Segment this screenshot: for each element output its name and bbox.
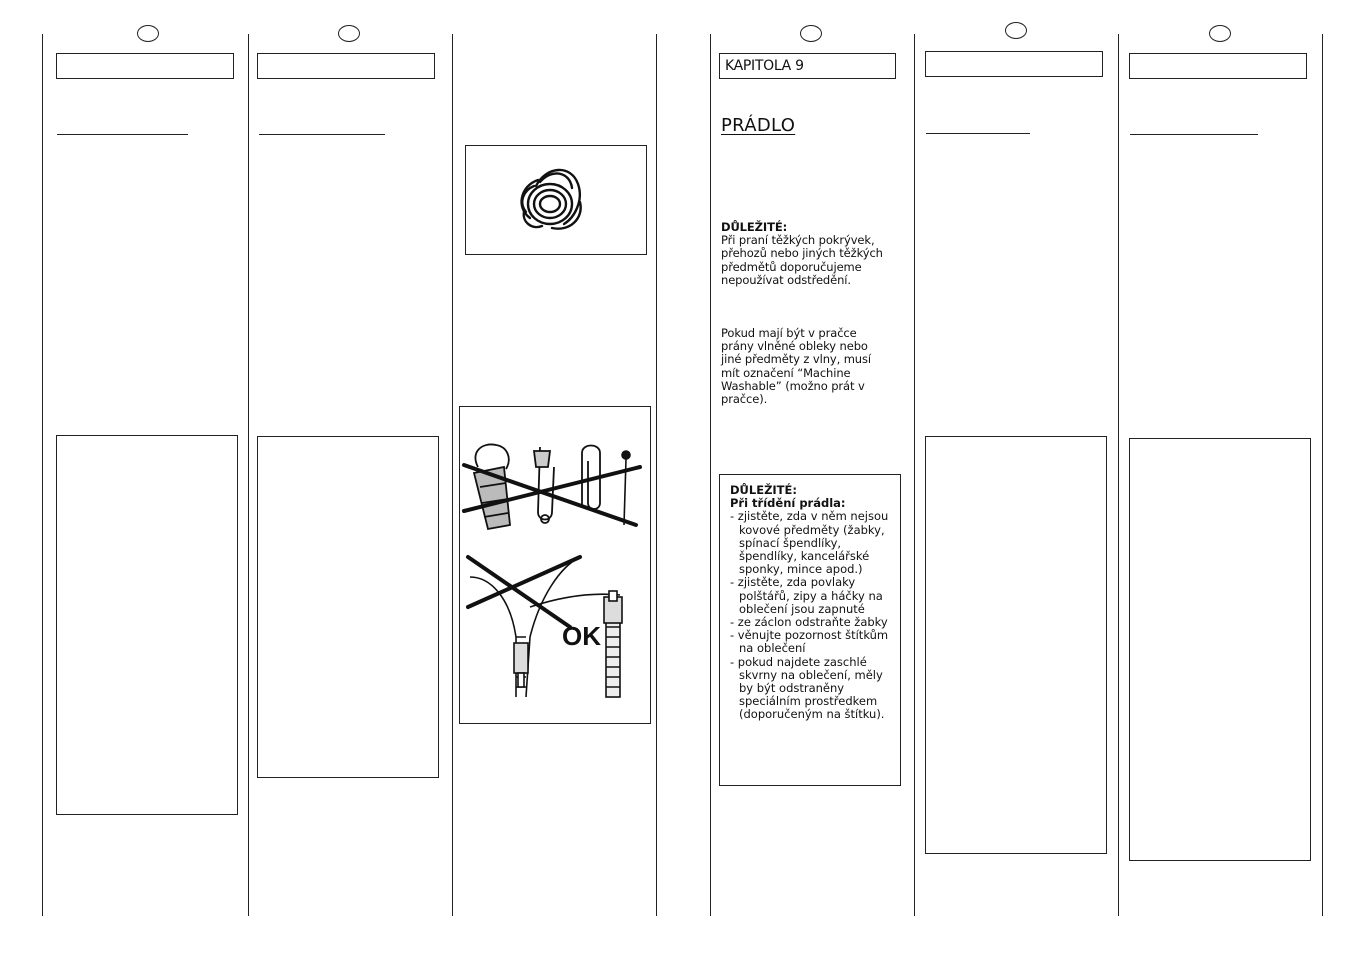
woolmark-icon: [466, 146, 646, 254]
list-item: - pokud najdete zaschlé skvrny na oblečení, měly by být odstraněny speciálním prostředkem (doporučeným na štítku).: [730, 654, 885, 722]
safety-pin-icon: [534, 447, 554, 523]
language-marker: [1209, 25, 1231, 42]
column-divider: [452, 34, 453, 916]
language-marker: [338, 25, 360, 42]
cross-out-mark: [468, 557, 580, 627]
important-heading: DŮLEŽITÉ:: [721, 220, 788, 234]
title-underline: [926, 133, 1030, 134]
list-item: - ze záclon odstraňte žabky: [730, 615, 888, 630]
chapter-header-box: [1129, 53, 1307, 79]
column-divider: [656, 34, 657, 916]
title-underline: [259, 134, 385, 135]
important-heading: DŮLEŽITÉ:: [730, 483, 797, 497]
ok-label: OK: [562, 621, 601, 651]
language-marker: [137, 25, 159, 42]
chapter-header-box: [56, 53, 234, 79]
note-box: [56, 435, 238, 815]
note-box: [925, 436, 1107, 854]
column-divider: [42, 34, 43, 916]
list-item: - zjistěte, zda povlaky polštářů, zipy a háčky na oblečení jsou zapnuté: [730, 575, 883, 616]
list-item: - zjistěte, zda v něm nejsou kovové předměty (žabky, spínací špendlíky, špendlíky, kancelářské sponky, mince apod.): [730, 509, 889, 577]
closed-zipper-icon: [604, 591, 622, 697]
important-note-1: [721, 221, 906, 287]
chapter-header-box: [925, 51, 1103, 77]
sorting-list: [730, 510, 894, 721]
chapter-label: KAPITOLA 9: [725, 58, 804, 74]
chapter-header-box: [257, 53, 435, 79]
column-divider: [1322, 34, 1323, 916]
note-box: [257, 436, 439, 778]
column-divider: [248, 34, 249, 916]
laundry-preparation-figure: [459, 406, 651, 724]
important-text: Při praní těžkých pokrývek, přehozů nebo jiných těžkých předmětů doporučujeme nepoužívat odstředění.: [721, 233, 883, 287]
wool-paragraph: Pokud mají být v pračce prány vlněné obleky nebo jiné předměty z vlny, musí mít označení “Machine Washable” (možno prát v pračce).: [721, 326, 871, 407]
note-box: [1129, 438, 1311, 861]
column-divider: [914, 34, 915, 916]
important-note-2: [719, 474, 901, 786]
section-title: PRÁDLO: [721, 115, 796, 136]
language-marker: [1005, 22, 1027, 39]
list-item: - věnujte pozornost štítkům na oblečení: [730, 628, 889, 656]
curtain-hook-icon: [474, 444, 510, 529]
column-divider: [1118, 34, 1119, 916]
important-subheading: Při třídění prádla:: [730, 496, 846, 511]
pin-icon: [622, 451, 630, 525]
chapter-header: [719, 53, 896, 79]
woolmark-figure: [465, 145, 647, 255]
title-underline: [57, 134, 188, 135]
column-divider: [710, 34, 711, 916]
title-underline: [1130, 134, 1258, 135]
language-marker: [800, 25, 822, 42]
